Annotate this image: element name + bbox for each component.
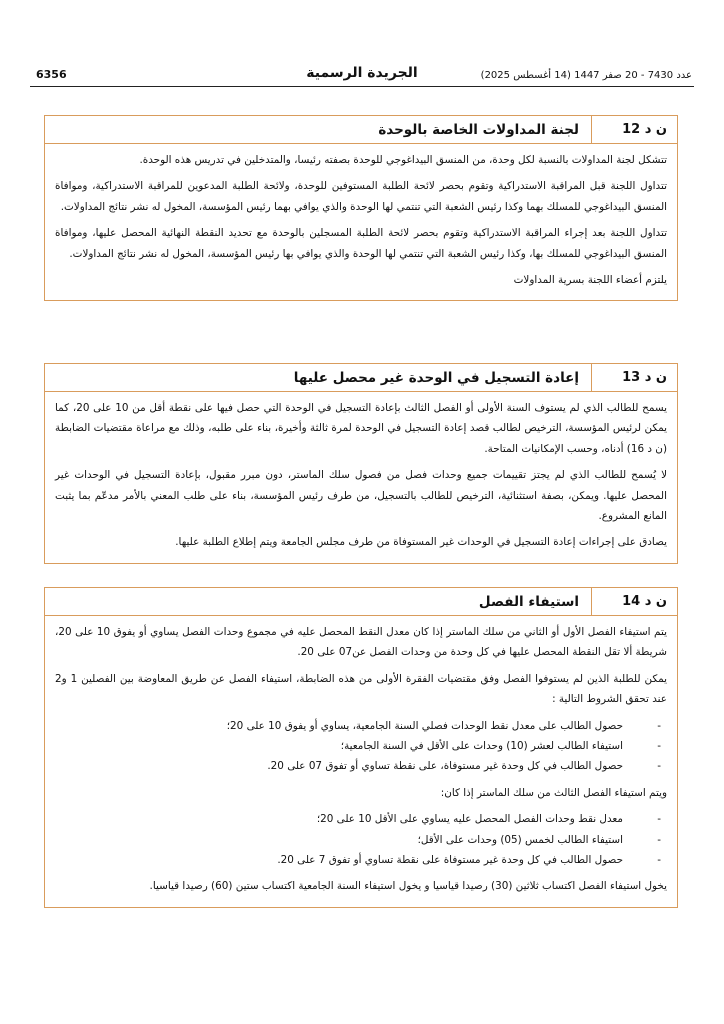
article-14 bbox=[44, 587, 678, 908]
list-item: - حصول الطالب في كل وحدة غير مستوفاة على نقطة تساوي أو تفوق 7 على 20. bbox=[55, 850, 623, 870]
list-item: - استيفاء الطالب لخمس (05) وحدات على الأقل؛ bbox=[55, 830, 623, 850]
article-12 bbox=[44, 115, 678, 301]
article-header bbox=[45, 364, 677, 392]
conditions-list bbox=[55, 716, 667, 777]
article-number: ن د 13 bbox=[591, 364, 677, 391]
paragraph: تتداول اللجنة بعد إجراء المراقبة الاستدراكية وتقوم بحصر لائحة الطلبة المسجلين بالوحدة مع تحديد النقطة النهائية المحصل عليها، وموافاة المنسق البيداغوجي للمسلك بها، وكذا رئيس الشعبة التي تنتمي لها الوحدة والذي يوافي بها رئيس المؤسسة، المخول له نشر نتائج المداولات. bbox=[55, 227, 667, 260]
article-body bbox=[45, 616, 677, 907]
article-body bbox=[45, 144, 677, 300]
paragraph: يخول استيفاء الفصل اكتساب ثلاثين (30) رصيدا قياسيا و يخول استيفاء السنة الجامعية اكتساب ستين (60) رصيدا قياسيا. bbox=[149, 880, 667, 893]
article-header bbox=[45, 588, 677, 616]
paragraph: تتشكل لجنة المداولات بالنسبة لكل وحدة، من المنسق البيداغوجي للوحدة بصفته رئيسا، والمتدخلين في تدريس هذه الوحدة. bbox=[139, 154, 667, 166]
article-body bbox=[45, 392, 677, 563]
article-13 bbox=[44, 363, 678, 564]
page-header bbox=[30, 62, 694, 87]
paragraph: يسمح للطالب الذي لم يستوف السنة الأولى أو الفصل الثالث بإعادة التسجيل في الوحدة التي حصل فيها على نقطة أقل من 10 على 20، كما يمكن لرئيس المؤسسة، الترخيص لطالب قصد إعادة التسجيل في الوحدة لمرة ثالثة وأخيرة، بناء على طلبه، وذلك مع مراعاة مقتضيات الضابطة (ن د 16) أدناه، وحسب الإمكانيات المتاحة. bbox=[55, 402, 668, 455]
paragraph: ويتم استيفاء الفصل الثالث من سلك الماستر إذا كان: bbox=[440, 786, 667, 799]
article-header bbox=[45, 116, 677, 144]
article-title: لجنة المداولات الخاصة بالوحدة bbox=[378, 121, 579, 138]
gazette-title: الجريدة الرسمية bbox=[306, 65, 418, 81]
list-item: - حصول الطالب على معدل نقط الوحدات فصلي السنة الجامعية، يساوي أو يفوق 10 على 20؛ bbox=[55, 716, 623, 736]
paragraph: يصادق على إجراءات إعادة التسجيل في الوحدات غير المستوفاة من طرف مجلس الجامعة ويتم إطلاع الطلبة عليها. bbox=[175, 536, 667, 549]
article-number: ن د 14 bbox=[591, 588, 677, 615]
paragraph: يلتزم أعضاء اللجنة بسرية المداولات bbox=[513, 274, 667, 287]
paragraph: لا يُسمح للطالب الذي لم يجتز تقييمات جميع وحدات فصل من فصول سلك الماستر، دون مبرر مقبول، بإعادة التسجيل في الوحدات غير المحصل عليها. ويمكن، بصفة استثنائية، الترخيص للطالب بالتسجيل، من طرف رئيس المؤسسة، بناء على طلب المعني بالأمر مدعّم بما يثبت المانع المشروع. bbox=[55, 469, 667, 523]
paragraph: تتداول اللجنة قبل المراقبة الاستدراكية وتقوم بحصر لائحة الطلبة المستوفين للوحدة، ولائحة الطلبة المدعوين للمراقبة الاستدراكية، وموافاة المنسق البيداغوجي للمسلك بهما وكذا رئيس الشعبة التي تنتمي لها الوحدة والذي يوافي بهما رئيس المؤسسة، المخول له نشر نتائج المداولات. bbox=[55, 180, 667, 213]
issue-info: عدد 7430 - 20 صفر 1447 (14 أغسطس 2025) bbox=[480, 70, 692, 81]
list-item: - حصول الطالب في كل وحدة غير مستوفاة، على نقطة تساوي أو تفوق 07 على 20. bbox=[55, 756, 623, 776]
page-number: 6356 bbox=[36, 68, 67, 81]
paragraph: يمكن للطلبة الذين لم يستوفوا الفصل وفق مقتضيات الفقرة الأولى من هذه الضابطة، استيفاء الفصل عن طريق المعاوضة بين الفصلين 1 و2 عند تحقق الشروط التالية : bbox=[55, 672, 667, 706]
list-item: - معدل نقط وحدات الفصل المحصل عليه يساوي على الأقل 10 على 20؛ bbox=[55, 809, 623, 829]
article-title: إعادة التسجيل في الوحدة غير محصل عليها bbox=[293, 369, 579, 386]
list-item: - استيفاء الطالب لعشر (10) وحدات على الأقل في السنة الجامعية؛ bbox=[55, 736, 623, 756]
article-title: استيفاء الفصل bbox=[478, 593, 579, 610]
article-number: ن د 12 bbox=[591, 116, 677, 143]
paragraph: يتم استيفاء الفصل الأول أو الثاني من سلك الماستر إذا كان معدل النقط المحصل عليه في مجموع وحدات الفصل يساوي أو يفوق 10 على 20، شريطة ألا تقل النقطة المحصل عليها في كل وحدة من وحدات الفصل عن07 على 20. bbox=[55, 626, 668, 659]
conditions-list bbox=[55, 809, 667, 870]
